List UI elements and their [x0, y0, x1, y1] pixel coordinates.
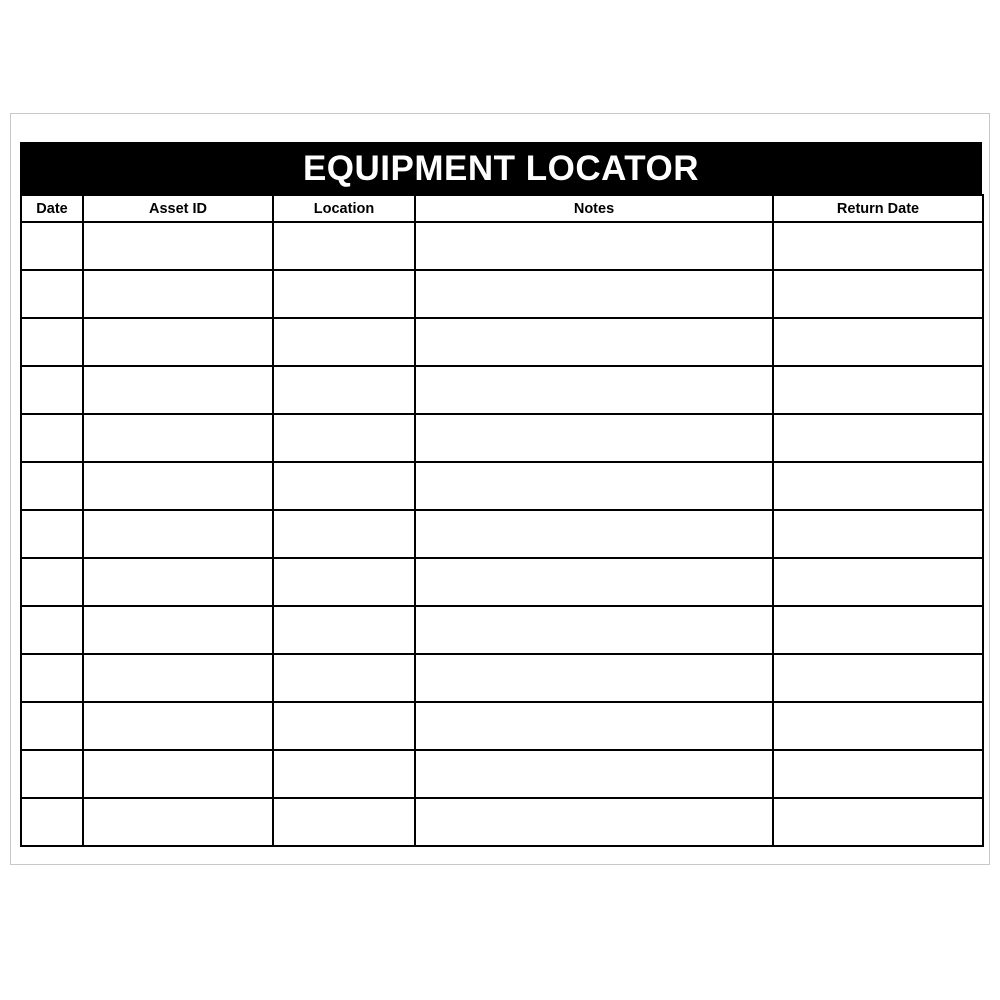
- cell-notes[interactable]: [415, 798, 773, 846]
- cell-return_date[interactable]: [773, 798, 983, 846]
- table-row: [21, 318, 983, 366]
- column-header-date: Date: [21, 195, 83, 222]
- cell-asset_id[interactable]: [83, 558, 273, 606]
- cell-notes[interactable]: [415, 654, 773, 702]
- cell-date[interactable]: [21, 750, 83, 798]
- cell-location[interactable]: [273, 270, 415, 318]
- cell-asset_id[interactable]: [83, 222, 273, 270]
- cell-return_date[interactable]: [773, 654, 983, 702]
- cell-notes[interactable]: [415, 558, 773, 606]
- cell-location[interactable]: [273, 798, 415, 846]
- cell-asset_id[interactable]: [83, 654, 273, 702]
- board-title-bar: [20, 142, 982, 194]
- column-header-location: Location: [273, 195, 415, 222]
- cell-return_date[interactable]: [773, 558, 983, 606]
- cell-location[interactable]: [273, 414, 415, 462]
- column-header-asset-id: Asset ID: [83, 195, 273, 222]
- column-header-notes: Notes: [415, 195, 773, 222]
- cell-date[interactable]: [21, 222, 83, 270]
- table-row: [21, 798, 983, 846]
- cell-return_date[interactable]: [773, 366, 983, 414]
- table-row: [21, 750, 983, 798]
- equipment-locator-board: [10, 113, 990, 865]
- cell-asset_id[interactable]: [83, 366, 273, 414]
- cell-asset_id[interactable]: [83, 750, 273, 798]
- board-inner: [20, 142, 982, 858]
- cell-notes[interactable]: [415, 270, 773, 318]
- page-title: EQUIPMENT LOCATOR: [302, 148, 700, 188]
- cell-date[interactable]: [21, 798, 83, 846]
- cell-date[interactable]: [21, 558, 83, 606]
- table-row: [21, 414, 983, 462]
- table-header-row: [21, 195, 983, 222]
- cell-return_date[interactable]: [773, 606, 983, 654]
- cell-return_date[interactable]: [773, 318, 983, 366]
- cell-notes[interactable]: [415, 702, 773, 750]
- cell-asset_id[interactable]: [83, 798, 273, 846]
- cell-date[interactable]: [21, 606, 83, 654]
- cell-notes[interactable]: [415, 606, 773, 654]
- table-row: [21, 654, 983, 702]
- table-header: [21, 195, 983, 222]
- cell-date[interactable]: [21, 702, 83, 750]
- table-row: [21, 702, 983, 750]
- cell-location[interactable]: [273, 510, 415, 558]
- cell-notes[interactable]: [415, 750, 773, 798]
- cell-asset_id[interactable]: [83, 318, 273, 366]
- cell-date[interactable]: [21, 462, 83, 510]
- cell-return_date[interactable]: [773, 510, 983, 558]
- equipment-locator-table: [20, 194, 984, 847]
- cell-date[interactable]: [21, 414, 83, 462]
- cell-location[interactable]: [273, 750, 415, 798]
- cell-asset_id[interactable]: [83, 414, 273, 462]
- cell-location[interactable]: [273, 606, 415, 654]
- cell-notes[interactable]: [415, 510, 773, 558]
- cell-asset_id[interactable]: [83, 702, 273, 750]
- cell-location[interactable]: [273, 558, 415, 606]
- cell-location[interactable]: [273, 222, 415, 270]
- cell-return_date[interactable]: [773, 270, 983, 318]
- cell-date[interactable]: [21, 510, 83, 558]
- cell-notes[interactable]: [415, 414, 773, 462]
- cell-return_date[interactable]: [773, 750, 983, 798]
- cell-return_date[interactable]: [773, 702, 983, 750]
- cell-return_date[interactable]: [773, 222, 983, 270]
- cell-return_date[interactable]: [773, 462, 983, 510]
- table-body: [21, 222, 983, 846]
- cell-location[interactable]: [273, 318, 415, 366]
- cell-asset_id[interactable]: [83, 510, 273, 558]
- cell-notes[interactable]: [415, 222, 773, 270]
- column-header-return-date: Return Date: [773, 195, 983, 222]
- cell-date[interactable]: [21, 318, 83, 366]
- table-row: [21, 606, 983, 654]
- cell-location[interactable]: [273, 702, 415, 750]
- cell-location[interactable]: [273, 654, 415, 702]
- table-row: [21, 270, 983, 318]
- cell-asset_id[interactable]: [83, 606, 273, 654]
- cell-notes[interactable]: [415, 462, 773, 510]
- table-row: [21, 558, 983, 606]
- cell-date[interactable]: [21, 654, 83, 702]
- cell-location[interactable]: [273, 366, 415, 414]
- cell-date[interactable]: [21, 366, 83, 414]
- cell-date[interactable]: [21, 270, 83, 318]
- cell-location[interactable]: [273, 462, 415, 510]
- table-row: [21, 510, 983, 558]
- cell-notes[interactable]: [415, 366, 773, 414]
- table-row: [21, 222, 983, 270]
- cell-asset_id[interactable]: [83, 270, 273, 318]
- table-row: [21, 462, 983, 510]
- cell-notes[interactable]: [415, 318, 773, 366]
- cell-return_date[interactable]: [773, 414, 983, 462]
- cell-asset_id[interactable]: [83, 462, 273, 510]
- table-row: [21, 366, 983, 414]
